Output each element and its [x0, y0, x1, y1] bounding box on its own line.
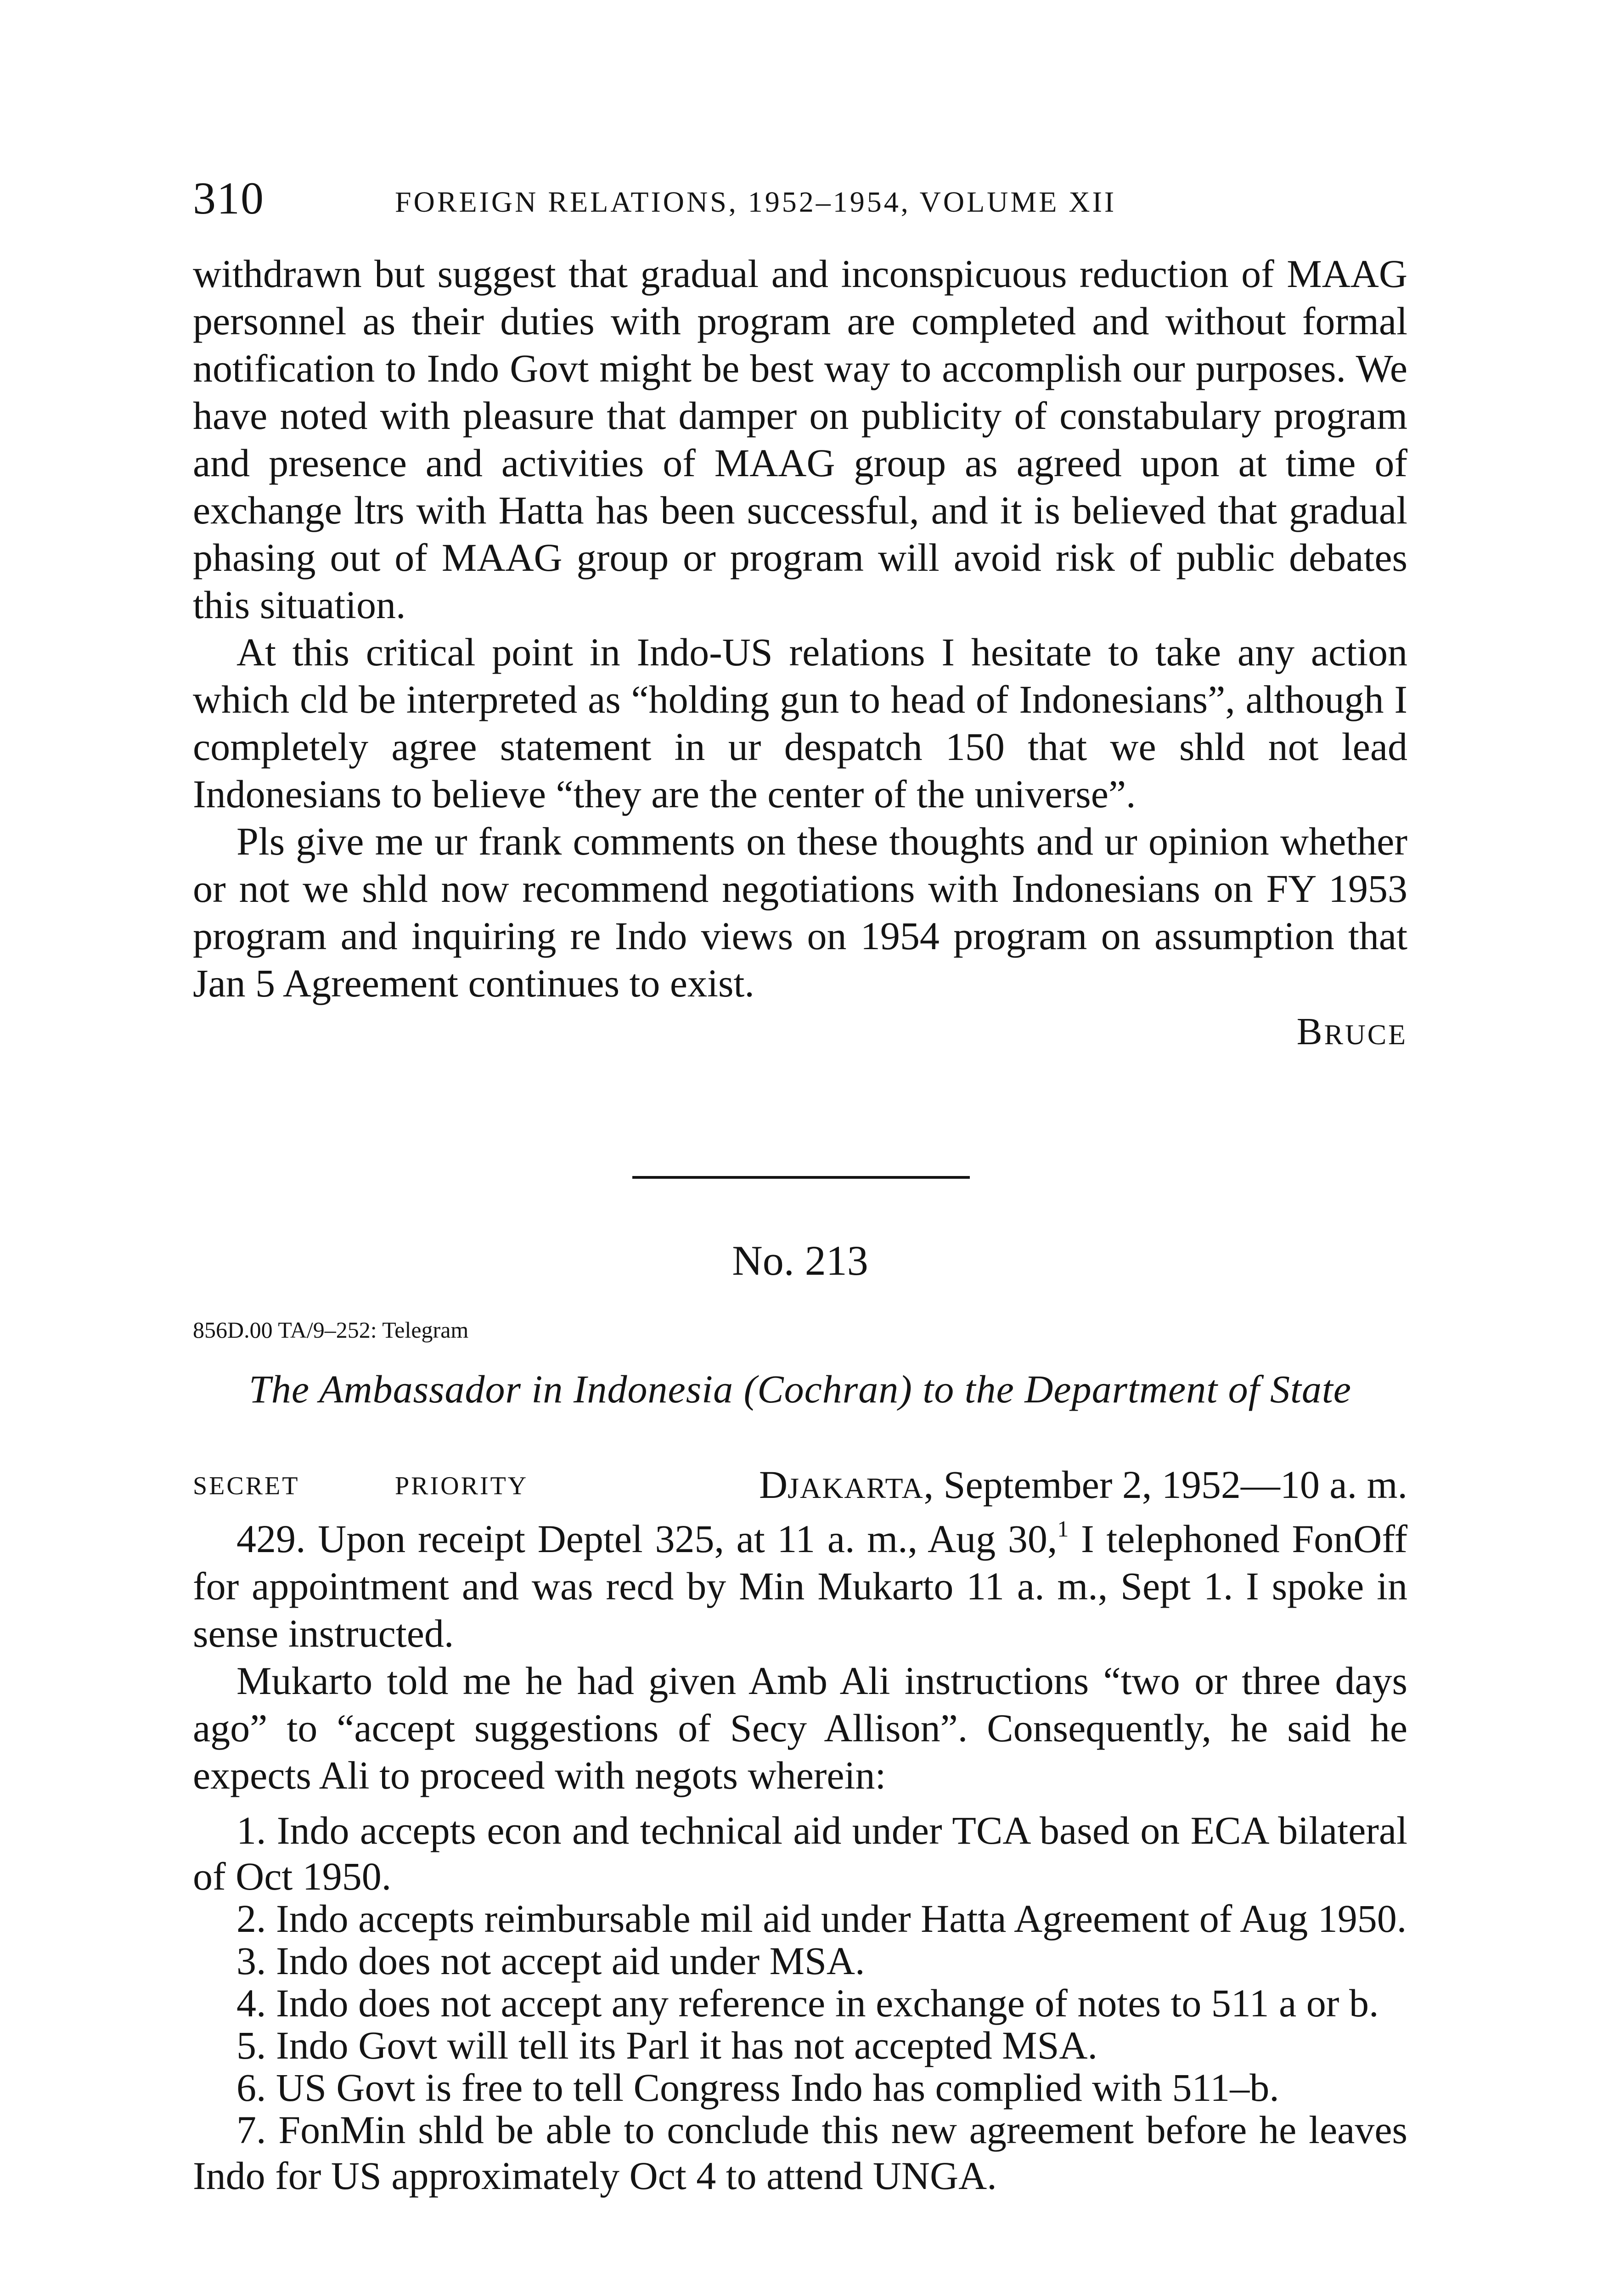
running-title: FOREIGN RELATIONS, 1952–1954, VOLUME XII: [395, 186, 1117, 218]
signature: [193, 1007, 1407, 1060]
document-number: No. 213: [732, 1237, 868, 1284]
dateline-place: JAKARTA: [788, 1472, 924, 1504]
list-item-4: 4. Indo does not accept any reference in exchange of notes to 511 a or b.: [236, 1981, 1379, 2025]
page-number: 310: [193, 173, 264, 224]
signature-initial: B: [1296, 1010, 1324, 1053]
dateline-date: , September 2, 1952—10 a. m.: [923, 1463, 1407, 1507]
telegram-paragraph-1: [193, 1515, 1407, 1657]
telegram-header: [193, 1459, 1407, 1510]
continuation-paragraph-3: Pls give me ur frank comments on these thoughts and ur opinion whether or not we shld now recommend negotiations with Indonesians on FY 1953 program and inquiring re Indo views on 1954 program on assumption that Jan 5 Agreement continues to exist.: [193, 819, 1407, 1005]
telegram-body: [193, 1515, 1407, 2199]
section-divider: [632, 1176, 970, 1179]
list-item-2: 2. Indo accepts reimbursable mil aid under Hatta Agreement of Aug 1950.: [236, 1896, 1407, 1941]
dateline: [759, 1459, 1407, 1514]
telegram-paragraph-2: Mukarto told me he had given Amb Ali instructions “two or three days ago” to “accept suggestions of Secy Allison”. Consequently, he said he expects Ali to proceed with negots wherein:: [193, 1659, 1407, 1797]
dateline-place-initial: D: [759, 1463, 788, 1507]
continuation-text: [193, 250, 1407, 1060]
list-item-6: 6. US Govt is free to tell Congress Indo has complied with 511–b.: [236, 2065, 1279, 2110]
running-head: [193, 171, 1407, 226]
list-item-3: 3. Indo does not accept aid under MSA.: [236, 1939, 865, 1983]
source-note: 856D.00 TA/9–252: Telegram: [193, 1317, 469, 1343]
list-item-5: 5. Indo Govt will tell its Parl it has not accepted MSA.: [236, 2023, 1098, 2067]
classification-label: SECRET: [193, 1472, 300, 1500]
footnote-reference: 1: [1057, 1516, 1069, 1542]
list-item-7: 7. FonMin shld be able to conclude this new agreement before he leaves Indo for US approximately Oct 4 to attend UNGA.: [193, 2108, 1407, 2198]
continuation-paragraph-2: At this critical point in Indo-US relations I hesitate to take any action which cld be interpreted as “holding gun to head of Indonesians”, although I completely agree statement in ur despatch 150 that we shld not lead Indonesians to believe “they are the center of the universe”.: [193, 630, 1407, 816]
continuation-paragraph-1: withdrawn but suggest that gradual and inconspicuous reduction of MAAG personnel as their duties with program are completed and without formal notification to Indo Govt might be best way to accomplish our purposes. We have noted with pleasure that damper on publicity of constabulary program and presence and activities of MAAG group as agreed upon at time of exchange ltrs with Hatta has been successful, and it is believed that gradual phasing out of MAAG group or program will avoid risk of public debates this situation.: [193, 252, 1407, 627]
telegram-paragraph-1-start: 429. Upon receipt Deptel 325, at 11 a. m., Aug 30,: [236, 1517, 1058, 1561]
list-item-1: 1. Indo accepts econ and technical aid under TCA based on ECA bilateral of Oct 1950.: [193, 1808, 1407, 1898]
signature-rest: RUCE: [1324, 1019, 1407, 1051]
document-title: The Ambassador in Indonesia (Cochran) to the Department of State: [249, 1367, 1351, 1411]
telegram-paragraph-1-end: I telephoned FonOff for appointment and was recd by Min Mukarto 11 a. m., Sept 1. I spoke in sense instructed.: [193, 1517, 1407, 1655]
precedence-label: PRIORITY: [395, 1472, 529, 1500]
